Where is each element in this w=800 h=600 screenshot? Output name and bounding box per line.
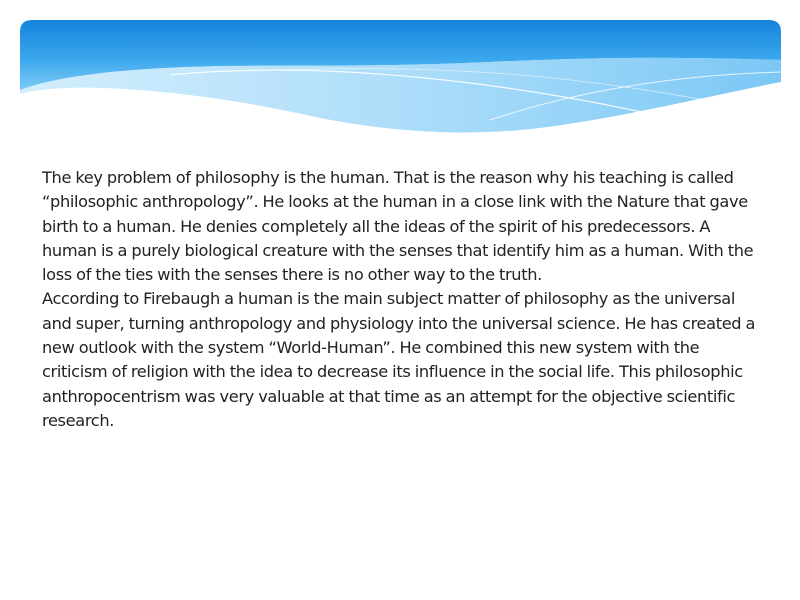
wave-graphic [20, 20, 781, 145]
paragraph-2: According to Firebaugh a human is the main subject matter of philosophy as the universal and super, turning anthropology and physiology into the universal science. He has created a new outlook with the system “World-Human”. He combined this new system with the criticism of religion with the idea to decrease its influence in the social life. This philosophic anthropocentrism was very valuable at that time as an attempt for the objective scientific research. [42, 289, 756, 430]
paragraph-1: The key problem of philosophy is the human. That is the reason why his teaching is called “philosophic anthropology”. He looks at the human in a close link with the Nature that gave birth to a human. He denies completely all the ideas of the spirit of his predecessors. A human is a purely biological creature with the senses that identify him as a human. With the loss of the ties with the senses there is no other way to the truth. [42, 168, 754, 285]
body-text-block [42, 166, 762, 433]
header-wave-banner [20, 20, 781, 145]
